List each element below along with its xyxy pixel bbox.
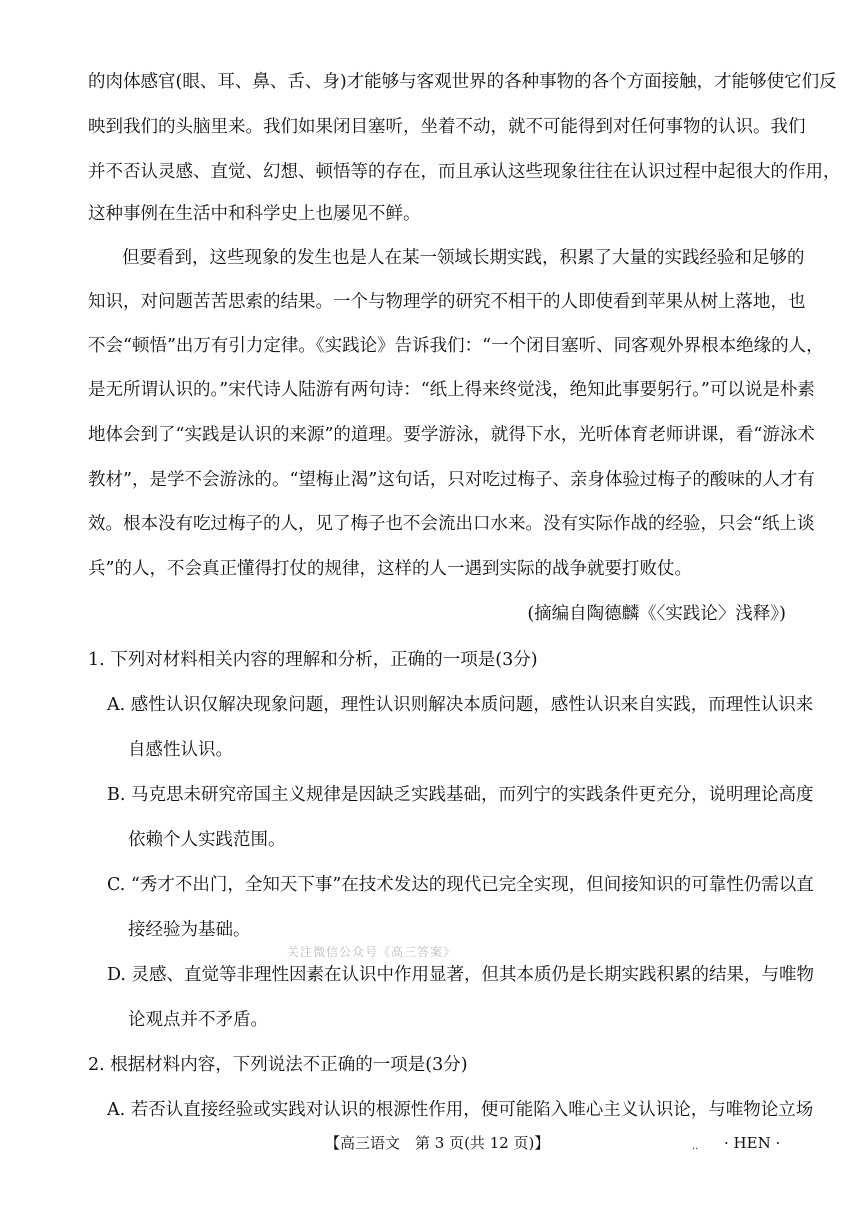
passage-line: 的肉体感官(眼、耳、鼻、舌、身)才能够与客观世界的各种事物的各个方面接触，才能够使它们反 bbox=[88, 72, 837, 92]
option-a: A. 若否认直接经验或实践对认识的根源性作用，便可能陷入唯心主义认识论，与唯物论立场 bbox=[107, 1100, 814, 1120]
passage-line: 这种事例在生活中和科学史上也屡见不鲜。 bbox=[88, 204, 421, 224]
passage-line: 但要看到，这些现象的发生也是人在某一领域长期实践，积累了大量的实践经验和足够的 bbox=[122, 248, 805, 268]
passage-line: 地体会到了“实践是认识的来源”的道理。要学游泳，就得下水，光听体育老师讲课，看“游泳术 bbox=[88, 425, 815, 445]
option-c: C. “秀才不出门，全知天下事”在技术发达的现代已完全实现，但间接知识的可靠性仍需以直 bbox=[107, 875, 814, 895]
passage-line: 知识，对问题苦苦思索的结果。一个与物理学的研究不相干的人即使看到苹果从树上落地，也 bbox=[88, 292, 806, 312]
footer-marks: .. bbox=[692, 1141, 699, 1152]
passage-line: 教材”，是学不会游泳的。“望梅止渴”这句话，只对吃过梅子、亲身体验过梅子的酸味的人才有 bbox=[88, 470, 815, 490]
page-info: 【高三语文 第 3 页(共 12 页)】 bbox=[325, 1134, 550, 1152]
exam-code: · HEN · bbox=[724, 1134, 781, 1152]
passage-line: 不会“顿悟”出万有引力定律。《实践论》告诉我们：“一个闭目塞听、同客观外界根本绝缘的人， bbox=[88, 336, 824, 356]
question-stem: 1. 下列对材料相关内容的理解和分析，正确的一项是(3分) bbox=[88, 650, 538, 670]
option-a-cont: 自感性认识。 bbox=[128, 740, 233, 760]
option-d-cont: 论观点并不矛盾。 bbox=[128, 1010, 268, 1030]
passage-line: 兵”的人，不会真正懂得打仗的规律，这样的人一遇到实际的战争就要打败仗。 bbox=[88, 559, 692, 579]
option-d: D. 灵感、直觉等非理性因素在认识中作用显著，但其本质仍是长期实践积累的结果，与唯物 bbox=[107, 965, 815, 985]
option-c-cont: 接经验为基础。 bbox=[128, 920, 251, 940]
passage-line: 效。根本没有吃过梅子的人，见了梅子也不会流出口水来。没有实际作战的经验，只会“纸上谈 bbox=[88, 514, 815, 534]
passage-line: 是无所谓认识的。”宋代诗人陆游有两句诗：“纸上得来终觉浅，绝知此事要躬行。”可以说是朴素 bbox=[88, 380, 815, 400]
citation: (摘编自陶德麟《〈实践论〉浅释》) bbox=[527, 604, 786, 624]
passage-line: 并不否认灵感、直觉、幻想、顿悟等的存在，而且承认这些现象往往在认识过程中起很大的作用， bbox=[88, 162, 841, 182]
option-b: B. 马克思未研究帝国主义规律是因缺乏实践基础，而列宁的实践条件更充分，说明理论高度 bbox=[107, 785, 814, 805]
option-a: A. 感性认识仅解决现象问题，理性认识则解决本质问题，感性认识来自实践，而理性认识来 bbox=[107, 695, 814, 715]
passage-line: 映到我们的头脑里来。我们如果闭目塞听，坐着不动，就不可能得到对任何事物的认识。我们 bbox=[88, 117, 806, 137]
question-stem: 2. 根据材料内容，下列说法不正确的一项是(3分) bbox=[88, 1055, 468, 1075]
option-b-cont: 依赖个人实践范围。 bbox=[128, 830, 286, 850]
watermark: 关注微信公众号《高三答案》 bbox=[287, 945, 457, 959]
